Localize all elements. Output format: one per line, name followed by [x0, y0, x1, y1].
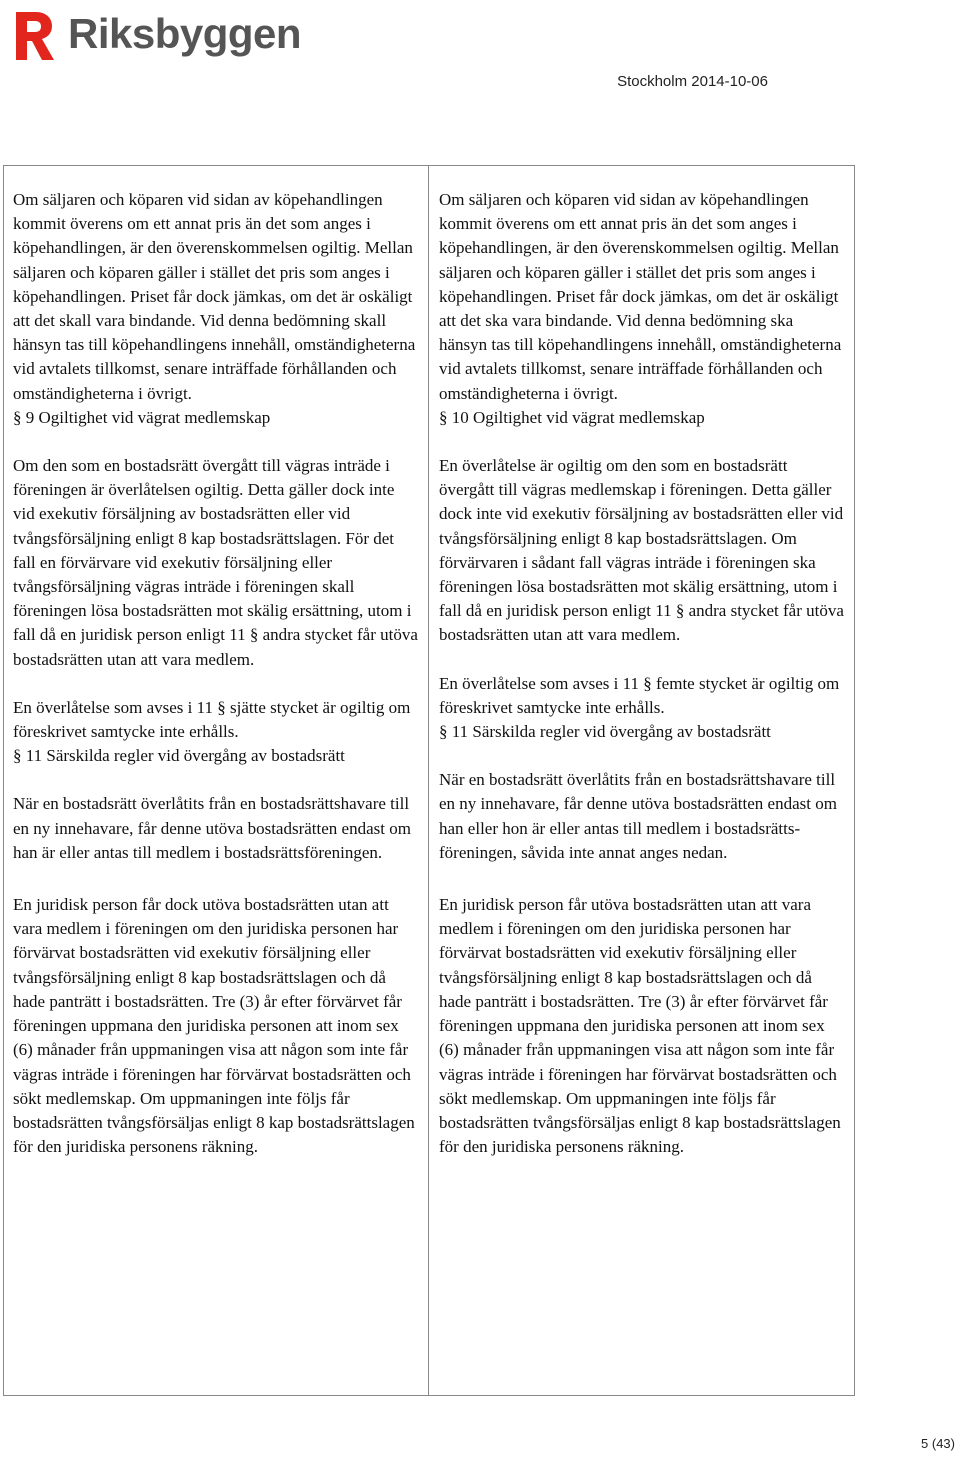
right-paragraph-2: En överlåtelse är ogiltig om den som en bostadsrätt övergått till vägras medlemskap i föreningen. Detta gäller dock inte vid exekutiv försäljning av bostadsrätten eller vid tvångsförsäljning enligt 8 kap bostadsrättslagen. Om förvärvaren i sådant fall vägras inträde i föreningen ska föreningen lösa bostadsrätten mot skälig ersättning, utom i fall då en juridisk person enligt 11 § andra stycket får utöva bostadsrätten utan att vara medlem. [439, 456, 844, 645]
left-section-11-heading: § 11 Särskilda regler vid övergång av bostadsrätt [13, 746, 345, 766]
left-paragraph-4: När en bostadsrätt överlåtits från en bostadsrättshavare till en ny innehavare, får denne utöva bostadsrätten endast om han är eller antas till medlem i bostadsrättsföreningen. [13, 794, 411, 862]
left-paragraph-5: En juridisk person får dock utöva bostadsrätten utan att vara medlem i föreningen om den juridiska personen har förvärvat bostadsrätten vid exekutiv försäljning eller tvångsförsäljning enligt 8 kap bostadsrättslagen och då hade panträtt i bostadsrätten. Tre (3) år efter förvärvet får föreningen uppmana den juridiska personen att inom sex (6) månader från uppmaningen visa att någon som inte får vägras inträde i föreningen har förvärvat bostadsrätten och sökt medlemskap. Om uppmaningen inte följs får bostadsrätten tvångsförsäljas enligt 8 kap bostadsrättslagen för den juridiska personens räkning. [13, 895, 415, 1157]
logo-mark-icon [12, 8, 62, 64]
right-column [429, 166, 854, 1395]
left-column [4, 166, 429, 1395]
right-paragraph-4: När en bostadsrätt överlåtits från en bostadsrättshavare till en ny innehavare, får denne utöva bostadsrätten endast om han eller hon är eller antas till medlem i bostadsrätts-föreningen, såvida inte annat anges nedan. [439, 770, 837, 862]
right-paragraph-3: En överlåtelse som avses i 11 § femte stycket är ogiltig om föreskrivet samtycke inte erhålls. [439, 673, 840, 717]
page-number: 5 (43) [921, 1436, 955, 1451]
comparison-table [3, 165, 855, 1396]
left-paragraph-3: En överlåtelse som avses i 11 § sjätte stycket är ogiltig om föreskrivet samtycke inte erhålls. [13, 697, 411, 742]
document-date: Stockholm 2014-10-06 [617, 73, 768, 90]
right-paragraph-1: Om säljaren och köparen vid sidan av köpehandlingen kommit överens om ett annat pris än det som anges i köpehandlingen, är den överenskommelsen ogiltig. Mellan säljaren och köparen gäller i stället det pris som anges i köpehandlingen. Priset får dock jämkas, om det är oskäligt att det ska vara bindande. Vid denna bedömning ska hänsyn tas till köpehandlingens innehåll, omständigheterna vid avtalets tillkomst, senare inträffade förhållanden och omständigheterna i övrigt. [439, 190, 842, 403]
left-section-9-heading: § 9 Ogiltighet vid vägrat medlemskap [13, 407, 271, 427]
left-paragraph-2: Om den som en bostadsrätt övergått till vägras inträde i föreningen är överlåtelsen ogiltig. Detta gäller dock inte vid exekutiv försäljning av bostadsrätten eller vid tvångsförsäljning enligt 8 kap bostadsrättslagen. För det fall en förvärvare vid exekutiv försäljning eller tvångsförsäljning vägras inträde i föreningen skall föreningen lösa bostadsrätten mot skälig ersättning, utom i fall då en juridisk person enligt 11 § andra stycket får utöva bostadsrätten utan att vara medlem. [13, 456, 418, 669]
right-section-10-heading: § 10 Ogiltighet vid vägrat medlemskap [439, 407, 705, 427]
logo-text: Riksbyggen [68, 10, 302, 57]
left-paragraph-1: Om säljaren och köparen vid sidan av köpehandlingen kommit överens om ett annat pris än det som anges i köpehandlingen, är den överenskommelsen ogiltig. Mellan säljaren och köparen gäller i stället det pris som anges i köpehandlingen. Priset får dock jämkas, om det är oskäligt att det skall vara bindande. Vid denna bedömning skall hänsyn tas till köpehandlingens innehåll, omständigheterna vid avtalets tillkomst, senare inträffade förhållanden och omständigheterna i övrigt. [13, 190, 416, 403]
right-paragraph-5: En juridisk person får utöva bostadsrätten utan att vara medlem i föreningen om den juridiska personen har förvärvat bostadsrätten vid exekutiv försäljning eller tvångsförsäljning enligt 8 kap bostadsrättslagen och då hade panträtt i bostadsrätten. Tre (3) år efter förvärvet får föreningen uppmana den juridiska personen att inom sex (6) månader från uppmaningen visa att någon som inte får vägras inträde i föreningen har förvärvat bostadsrätten och sökt medlemskap. Om uppmaningen inte följs får bostadsrätten tvångsförsäljas enligt 8 kap bostadsrättslagen för den juridiska personens räkning. [439, 895, 841, 1157]
riksbyggen-logo [12, 8, 301, 64]
right-section-11-heading: § 11 Särskilda regler vid övergång av bostadsrätt [439, 722, 771, 742]
